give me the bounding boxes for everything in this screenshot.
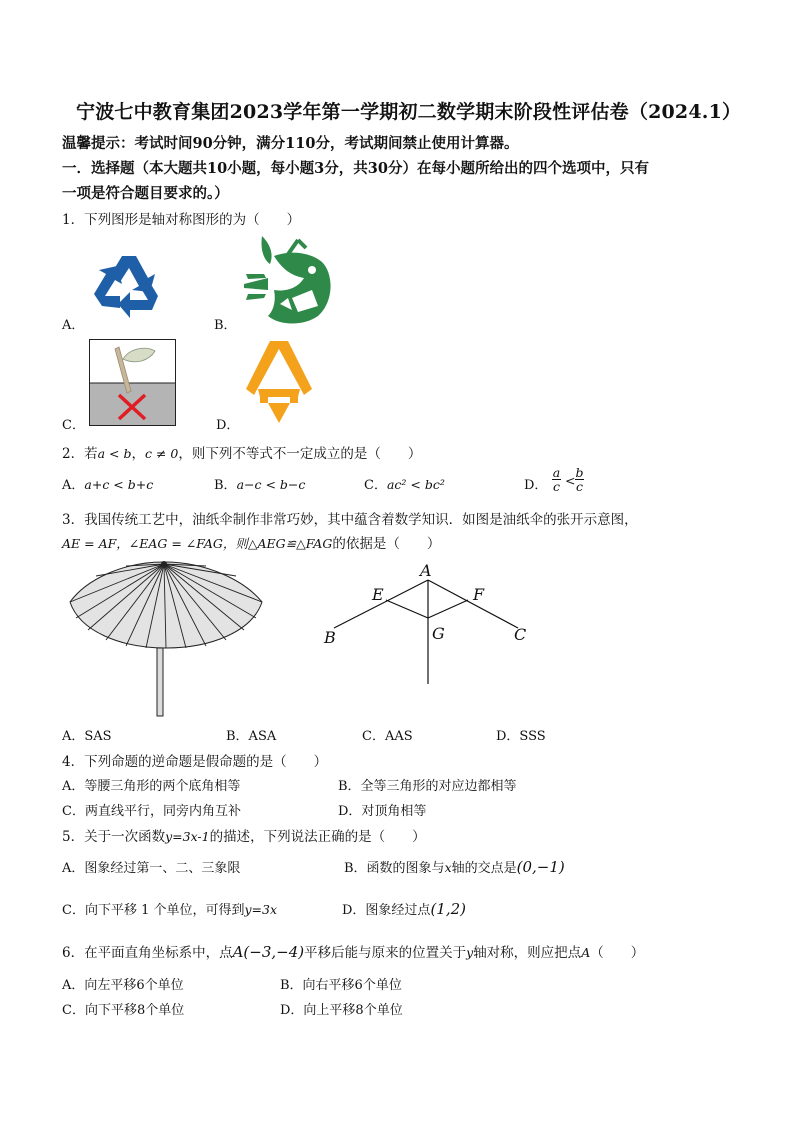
q2-option-c-label: C． — [364, 478, 387, 493]
q3-stem-line2 — [62, 532, 440, 552]
label-b: B — [324, 628, 336, 647]
q2-option-b — [214, 474, 305, 493]
q5-stem — [62, 825, 426, 845]
label-c: C — [514, 625, 527, 644]
q5-option-b-point: (0,−1) — [516, 858, 565, 876]
label-f: F — [473, 585, 485, 604]
q5-option-c — [62, 899, 277, 918]
q2-option-c-expr: ac² < bc² — [386, 477, 445, 492]
q2-option-d-label: D． — [524, 478, 548, 493]
q1-stem: 1．下列图形是轴对称图形的为（ ） — [62, 212, 301, 228]
q5-option-b-text: B．函数的图象与 — [344, 861, 445, 876]
q5-stem-prefix: 5．关于一次函数 — [62, 829, 166, 845]
q2-frac2-denominator: c — [575, 479, 583, 494]
q5-option-b-var: x — [444, 860, 452, 875]
q2-frac1-denominator: c — [552, 479, 560, 494]
label-e: E — [372, 585, 384, 604]
q2-stem-suffix: ，则下列不等式不一定成立的是（ ） — [178, 446, 422, 462]
q3-stem-math: AE = AF，∠EAG = ∠FAG，则△AEG≌△FAG — [62, 536, 333, 551]
q6-stem-prefix: 6．在平面直角坐标系中，点 — [62, 945, 233, 961]
page-title: 宁波七中教育集团2023学年第一学期初二数学期末阶段性评估卷（2024.1） — [76, 101, 742, 123]
q4-option-b: B．全等三角形的对应边都相等 — [338, 779, 517, 794]
section-heading-line2: 一项是符合题目要求的。） — [62, 185, 229, 202]
q3-stem-text: 的依据是（ ） — [332, 536, 441, 552]
q4-option-c: C．两直线平行，同旁内角互补 — [62, 804, 241, 819]
q5-option-c-func: y=3x — [244, 902, 278, 917]
q3-stem-line1: 3．我国传统工艺中，油纸伞制作非常巧妙，其中蕴含着数学知识．如图是油纸伞的张开示意图， — [62, 512, 638, 528]
fish-emblem-icon — [240, 232, 336, 326]
q2-option-b-label: B． — [214, 478, 237, 493]
q5-stem-suffix: 的描述，下列说法正确的是（ ） — [209, 829, 426, 845]
q2-stem: 2．若a < b，c ≠ 0，则下列不等式不一定成立的是（ ） — [62, 446, 422, 462]
q5-option-d-text: D．图象经过点 — [342, 903, 431, 918]
q4-option-a: A．等腰三角形的两个底角相等 — [62, 779, 241, 794]
q5-option-b — [344, 857, 565, 876]
plant-cross-icon — [89, 339, 176, 426]
q2-option-a — [62, 474, 153, 493]
q4-option-d: D．对顶角相等 — [338, 804, 427, 819]
umbrella-illustration — [66, 556, 266, 718]
q2-frac2-numerator: b — [575, 465, 584, 480]
q3-option-a: A．SAS — [62, 729, 112, 744]
q5-option-b-tail: 轴的交点是 — [451, 861, 517, 876]
q3-option-c: C．AAS — [362, 729, 413, 744]
q6-option-c: C．向下平移8个单位 — [62, 1003, 185, 1018]
q1-option-c-label: C． — [62, 418, 85, 433]
exam-notice: 温馨提示：考试时间90分钟，满分110分，考试期间禁止使用计算器。 — [62, 135, 519, 152]
q2-cond1: a < b — [97, 446, 132, 461]
q4-stem: 4．下列命题的逆命题是假命题的是（ ） — [62, 754, 328, 770]
orange-arrow-icon — [246, 341, 312, 423]
q2-fraction-relation: < — [565, 473, 576, 488]
q5-option-d — [342, 899, 466, 918]
q5-stem-func: y=3x-1 — [165, 829, 210, 844]
q2-fraction-1 — [552, 466, 561, 493]
q6-option-a: A．向左平移6个单位 — [62, 978, 184, 993]
q2-fraction-2 — [575, 466, 584, 493]
q2-option-b-expr: a−c < b−c — [236, 477, 306, 492]
label-a: A — [420, 561, 432, 580]
q3-option-b: B．ASA — [226, 729, 277, 744]
q2-cond2: c ≠ 0 — [144, 446, 179, 461]
section-heading-line1: 一．选择题（本大题共10小题，每小题3分，共30分）在每小题所给出的四个选项中，只有 — [62, 160, 649, 177]
q6-stem-mid2: 轴对称，则应把点 — [473, 945, 582, 961]
q2-option-a-label: A． — [62, 478, 85, 493]
q5-option-a: A．图象经过第一、二、三象限 — [62, 861, 241, 876]
label-g: G — [432, 624, 445, 643]
q1-option-a-label: A． — [62, 318, 85, 333]
q2-frac1-numerator: a — [552, 465, 561, 480]
q6-stem-axis: y — [466, 945, 474, 960]
q2-stem-prefix: 2．若 — [62, 446, 98, 462]
q6-stem-mid: 平移后能与原来的位置关于 — [304, 945, 467, 961]
q6-stem-tail: （ ） — [590, 945, 645, 961]
q6-stem-point: A(−3,−4) — [232, 943, 305, 961]
q6-option-d: D．向上平移8个单位 — [280, 1003, 403, 1018]
q5-option-c-text: C．向下平移 1 个单位，可得到 — [62, 903, 245, 918]
q2-option-a-expr: a+c < b+c — [84, 477, 154, 492]
recycle-icon — [92, 250, 166, 322]
q1-option-d-label: D． — [216, 418, 240, 433]
q3-option-d: D．SSS — [496, 729, 546, 744]
q5-option-d-point: (1,2) — [430, 900, 466, 918]
q6-option-b: B．向右平移6个单位 — [280, 978, 402, 993]
q1-option-b-label: B． — [214, 318, 237, 333]
q6-stem-pt: A — [581, 945, 591, 960]
q6-stem — [62, 941, 644, 961]
q2-option-c — [364, 474, 445, 493]
